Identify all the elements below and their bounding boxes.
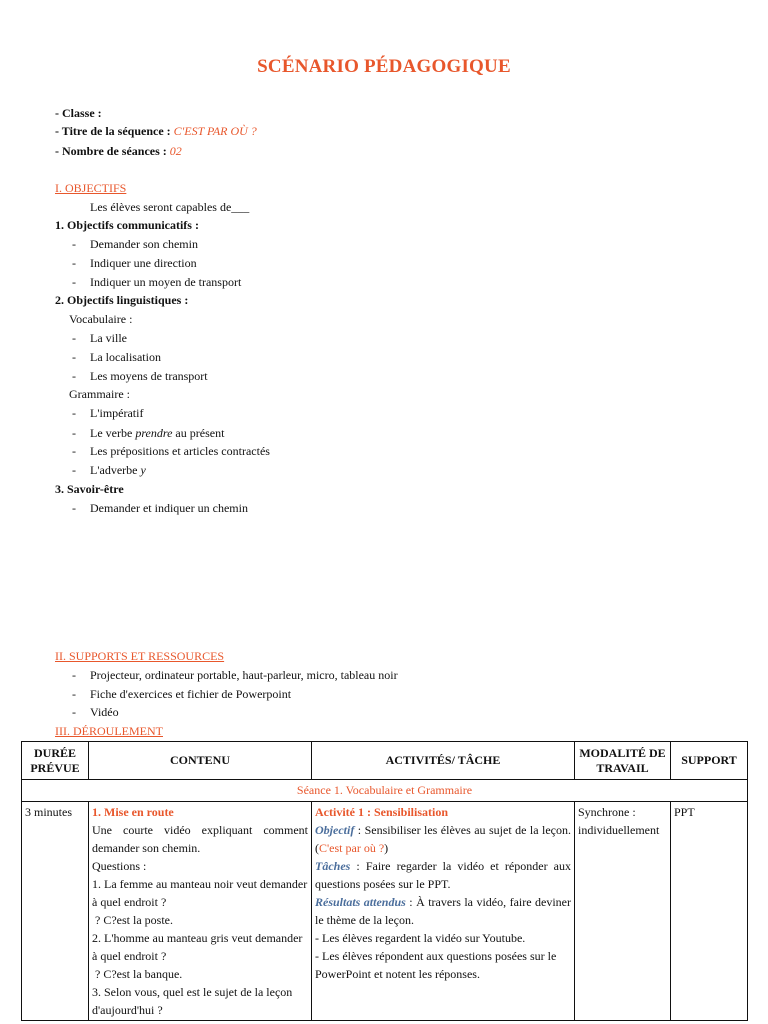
list-item: Vidéo [90,705,119,719]
nombre-seances [55,143,182,159]
modalite-line: individuellement [578,823,660,837]
nombre-value: 02 [169,144,182,158]
contenu-cell [89,802,312,1021]
list-bullet: - [72,668,76,682]
list-bullet: - [72,426,76,440]
list-item: Projecteur, ordinateur portable, haut-parleur, micro, tableau noir [90,668,398,682]
column-header: DURÉE PRÉVUE [22,742,89,780]
objectif-orange: C'est par où ? [319,841,385,855]
question-1: 1. La femme au manteau noir veut demander à quel endroit ? [92,877,308,909]
duree-cell: 3 minutes [22,802,89,1021]
list-item: Les prépositions et articles contractés [90,444,270,458]
resultats-line [315,893,571,929]
linguistiques-heading: 2. Objectifs linguistiques : [55,293,189,307]
nombre-label: - Nombre de séances : [55,144,167,158]
list-item: L'impératif [90,406,144,420]
titre-sequence [55,123,257,139]
list-item [90,462,146,478]
list-bullet: - [72,687,76,701]
list-bullet: - [72,501,76,515]
vocabulaire-label: Vocabulaire : [69,312,133,326]
list-item: Indiquer un moyen de transport [90,275,242,289]
list-item-italic: y [140,463,146,477]
taches-text: : Faire regarder la vidéo et réponder aux questions posées sur le PPT. [315,859,571,891]
list-item: Demander son chemin [90,237,198,251]
list-item-italic: prendre [135,426,173,440]
grammaire-label: Grammaire : [69,387,130,401]
questions-label: Questions : [92,859,147,873]
modalite-line: Synchrone : [578,805,636,819]
taches-label: Tâches [315,859,351,873]
column-header: ACTIVITÉS/ TÂCHE [312,742,575,780]
list-item-text: au présent [172,426,225,440]
list-bullet: - [72,444,76,458]
objectifs-heading: I. OBJECTIFS [55,181,127,195]
list-item-text: L'adverbe [90,463,141,477]
list-item: Fiche d'exercices et fichier de Powerpoint [90,687,292,701]
resultats-label: Résultats attendus [315,895,406,909]
activite-title: Activité 1 : Sensibilisation [315,805,449,819]
deroulement-heading: III. DÉROULEMENT [55,724,163,738]
page-title: SCÉNARIO PÉDAGOGIQUE [257,56,511,77]
deroulement-table [21,741,748,1021]
seance-title: Séance 1. Vocabulaire et Grammaire [22,780,748,802]
list-item: Demander et indiquer un chemin [90,501,248,515]
objectif-text: : Sensibiliser les élèves au sujet de la leçon. ( [315,823,571,855]
answer-2: ? C?est la banque. [92,967,183,981]
list-item: Les moyens de transport [90,369,208,383]
table-header-row [22,742,748,780]
savoir-heading: 3. Savoir-être [55,482,124,496]
list-item [90,425,224,441]
titre-value: C'EST PAR OÙ ? [173,124,257,138]
list-item: La localisation [90,350,161,364]
list-bullet: - [72,463,76,477]
communicatifs-heading: 1. Objectifs communicatifs : [55,218,199,232]
support-cell: PPT [671,802,748,1021]
column-header: SUPPORT [671,742,748,780]
list-item: Indiquer une direction [90,256,197,270]
taches-line [315,857,571,893]
classe-label: - Classe : [55,106,102,120]
modalite-cell [575,802,671,1021]
activites-cell [312,802,575,1021]
list-bullet: - [72,350,76,364]
objectif-line [315,821,571,857]
list-bullet: - [72,369,76,383]
question-3: 3. Selon vous, quel est le sujet de la leçon d'aujourd'hui ? [92,985,293,1017]
list-item-text: Le verbe [90,426,136,440]
list-bullet: - [72,256,76,270]
list-bullet: - [72,331,76,345]
titre-label: - Titre de la séquence : [55,124,171,138]
answer-1: ? C?est la poste. [92,913,173,927]
resultats-text: : À travers la vidéo, faire deviner le thème de la leçon. [315,895,571,927]
table-row [22,802,748,1021]
objectifs-intro: Les élèves seront capables de___ [90,200,250,214]
question-2: 2. L'homme au manteau gris veut demander à quel endroit ? [92,931,303,963]
list-bullet: - [72,275,76,289]
list-bullet: - [72,705,76,719]
contenu-intro: Une courte vidéo expliquant comment demander son chemin. [92,823,308,855]
resultat-2: - Les élèves répondent aux questions posées sur le PowerPoint et notent les réponses. [315,949,557,981]
list-bullet: - [72,406,76,420]
list-bullet: - [72,237,76,251]
resultat-1: - Les élèves regardent la vidéo sur Youtube. [315,931,526,945]
column-header: CONTENU [89,742,312,780]
seance-row [22,780,748,802]
column-header: MODALITÉ DE TRAVAIL [575,742,671,780]
supports-heading: II. SUPPORTS ET RESSOURCES [55,649,225,663]
contenu-title: 1. Mise en route [92,805,174,819]
objectif-label: Objectif [315,823,355,837]
list-item: La ville [90,331,127,345]
objectif-close: ) [384,841,389,855]
